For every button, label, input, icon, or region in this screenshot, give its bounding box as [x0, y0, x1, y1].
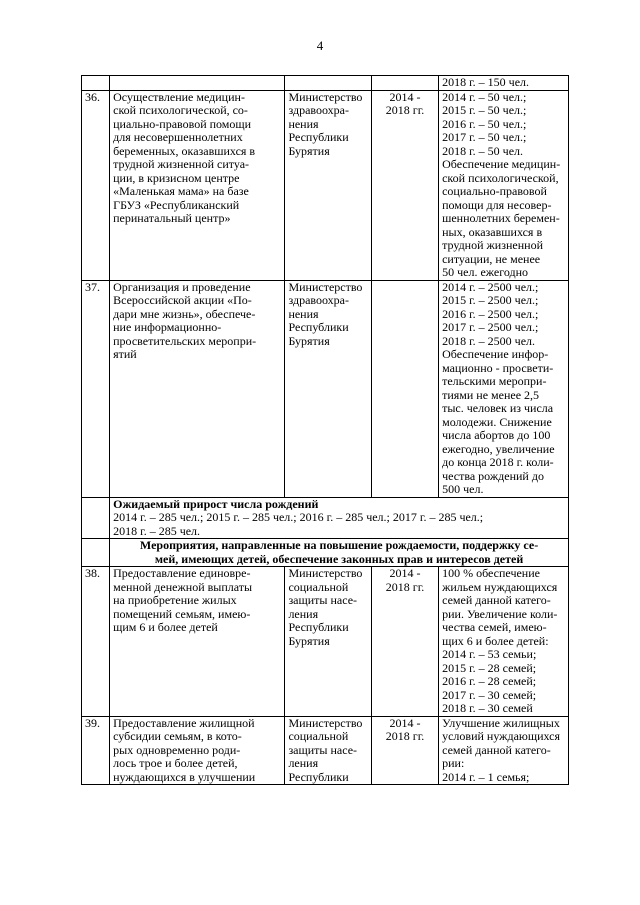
result-line: семей данной катего-	[442, 593, 551, 607]
section-header-row	[82, 539, 569, 567]
term-cell	[372, 280, 439, 497]
activity-line: помещений семьям, имею-	[113, 606, 251, 621]
activity-cell	[110, 90, 285, 280]
result-line: молодежи. Снижение	[442, 414, 552, 429]
result-line: условий нуждающихся	[442, 729, 561, 743]
executor-line: здравоохра-	[288, 293, 349, 307]
activity-line: лось трое и более детей,	[113, 756, 238, 770]
term-line: 2014 -	[389, 566, 421, 580]
activity-line: ние информационно-	[113, 320, 222, 334]
executor-line: Министерство	[288, 279, 363, 294]
table-row	[82, 90, 569, 280]
executor-cell	[285, 90, 372, 280]
activity-line: перинатальный центр»	[113, 211, 231, 225]
executor-line: Бурятия	[288, 333, 330, 348]
executor-line: ления	[288, 606, 319, 621]
table-row	[82, 280, 569, 497]
activity-line: беременных, оказавшихся в	[113, 143, 256, 158]
term-cell	[372, 567, 439, 717]
executor-cell	[285, 567, 372, 717]
num-cell	[82, 497, 110, 539]
executor-line: Министерство	[288, 89, 363, 104]
result-line: чества рождений до	[442, 468, 544, 483]
result-line: тельскими меропри-	[442, 374, 547, 388]
result-line: 2018 г. – 30 семей	[442, 701, 533, 715]
executor-cell	[285, 280, 372, 497]
result-line: мационно - просвети-	[442, 360, 554, 375]
result-line: ситуации, не менее	[442, 251, 541, 266]
activity-line: дари мне жизнь», обеспече-	[113, 306, 256, 321]
result-line: рии:	[442, 756, 465, 770]
activity-line: менной денежной выплаты	[113, 579, 253, 594]
result-line: 2015 г. – 50 чел.;	[442, 103, 527, 117]
term-line: 2014 -	[389, 89, 421, 104]
executor-line: ления	[288, 756, 319, 770]
activity-line: на приобретение жилых	[113, 593, 237, 607]
result-line: щих 6 и более детей:	[442, 633, 549, 648]
result-line: тыс. человек из числа	[442, 401, 554, 415]
measures-table	[81, 75, 569, 785]
executor-cell	[285, 716, 372, 785]
executor-line: Республики	[288, 130, 349, 144]
num-cell: 37.	[82, 280, 110, 497]
executor-cell	[285, 76, 372, 91]
result-line: Улучшение жилищных	[442, 715, 560, 730]
activity-cell	[110, 567, 285, 717]
num-cell: 38.	[82, 567, 110, 717]
num-cell: 36.	[82, 90, 110, 280]
term-line: 2018 гг.	[385, 103, 425, 117]
activity-line: циально-правовой помощи	[113, 116, 252, 131]
table-row	[82, 716, 569, 785]
result-line: ных, оказавшихся в	[442, 224, 543, 239]
activity-line: Предоставление единовре-	[113, 566, 251, 580]
result-line: социально-правовой	[442, 184, 547, 198]
executor-line: социальной	[288, 729, 349, 743]
executor-line: Республики	[288, 320, 349, 334]
result-line: жильем нуждающихся	[442, 579, 558, 594]
activity-cell	[110, 76, 285, 91]
result-line: 2015 г. – 2500 чел.;	[442, 293, 539, 307]
result-line: 2014 г. – 1 семья;	[442, 769, 530, 784]
executor-line: нения	[288, 116, 319, 131]
executor-line: Бурятия	[288, 633, 330, 648]
term-line: 2018 гг.	[385, 729, 425, 743]
result-line: числа абортов до 100	[442, 428, 551, 442]
result-cell	[439, 76, 569, 91]
activity-cell	[110, 716, 285, 785]
activity-line: субсидии семьям, в кото-	[113, 729, 242, 743]
result-line: 2017 г. – 50 чел.;	[442, 130, 527, 144]
activity-line: ятий	[113, 347, 137, 361]
result-cell	[439, 280, 569, 497]
term-cell	[372, 716, 439, 785]
result-line: 2018 г. – 150 чел.	[442, 75, 530, 89]
activity-line: ГБУЗ «Республиканский	[113, 197, 240, 212]
result-line: 2015 г. – 28 семей;	[442, 660, 537, 675]
summary-line: 2014 г. – 285 чел.; 2015 г. – 285 чел.; 2016 г. – 285 чел.; 2017 г. – 285 чел.;	[113, 510, 484, 524]
result-line: рии. Увеличение коли-	[442, 606, 558, 621]
page-number: 4	[316, 38, 324, 53]
result-cell	[439, 567, 569, 717]
result-line: чества семей, имею-	[442, 620, 547, 634]
executor-line: защиты насе-	[288, 593, 358, 607]
num-cell	[82, 539, 110, 567]
result-line: 2016 г. – 2500 чел.;	[442, 306, 539, 321]
result-line: до конца 2018 г. коли-	[442, 455, 554, 469]
summary-title: Ожидаемый прирост числа рождений	[113, 496, 319, 511]
num-cell	[82, 76, 110, 91]
activity-line: Всероссийской акции «По-	[113, 293, 252, 307]
result-line: 2018 г. – 50 чел.	[442, 143, 524, 158]
result-line: Обеспечение медицин-	[442, 157, 561, 171]
result-line: 500 чел.	[442, 482, 484, 496]
section-cell	[110, 539, 569, 567]
result-line: 2016 г. – 28 семей;	[442, 674, 537, 688]
executor-line: социальной	[288, 579, 349, 594]
table-row	[82, 567, 569, 717]
num-cell: 39.	[82, 716, 110, 785]
result-line: семей данной катего-	[442, 742, 551, 757]
result-line: 50 чел. ежегодно	[442, 265, 529, 279]
executor-line: Министерство	[288, 566, 363, 580]
result-line: 2016 г. – 50 чел.;	[442, 116, 527, 131]
term-cell	[372, 76, 439, 91]
activity-line: Осуществление медицин-	[113, 89, 245, 104]
executor-line: Министерство	[288, 715, 363, 730]
activity-line: Организация и проведение	[113, 279, 251, 294]
activity-line: щим 6 и более детей	[113, 620, 218, 634]
executor-line: Бурятия	[288, 143, 330, 158]
activity-line: ции, в кризисном центре	[113, 170, 240, 185]
result-line: помощи для несовер-	[442, 197, 552, 212]
activity-line: просветительских меропри-	[113, 333, 257, 348]
section-title-line: мей, имеющих детей, обеспечение законных прав и интересов детей	[154, 551, 524, 566]
executor-line: здравоохра-	[288, 103, 349, 117]
term-line: 2014 -	[389, 715, 421, 730]
term-line: 2018 гг.	[385, 579, 425, 594]
executor-line: нения	[288, 306, 319, 321]
result-line: тиями не менее 2,5	[442, 387, 540, 402]
result-line: 2017 г. – 30 семей;	[442, 687, 537, 702]
summary-row	[82, 497, 569, 539]
result-cell	[439, 90, 569, 280]
activity-line: рых одновременно роди-	[113, 742, 241, 757]
activity-line: трудной жизненной ситуа-	[113, 157, 250, 171]
result-cell	[439, 716, 569, 785]
result-line: трудной жизненной	[442, 238, 543, 252]
activity-line: нуждающихся в улучшении	[113, 769, 256, 784]
result-line: 2014 г. – 50 чел.;	[442, 89, 527, 104]
activity-cell	[110, 280, 285, 497]
summary-cell	[110, 497, 569, 539]
result-line: 2014 г. – 2500 чел.;	[442, 279, 539, 294]
activity-line: Предоставление жилищной	[113, 715, 255, 730]
activity-line: «Маленькая мама» на базе	[113, 184, 249, 198]
result-line: ской психологической,	[442, 170, 559, 185]
term-cell	[372, 90, 439, 280]
result-line: 2018 г. – 2500 чел.	[442, 333, 536, 348]
table-row	[82, 76, 569, 91]
result-line: 2014 г. – 53 семьи;	[442, 647, 537, 661]
activity-line: для несовершеннолетних	[113, 130, 243, 144]
result-line: 100 % обеспечение	[442, 566, 540, 580]
executor-line: Республики	[288, 769, 349, 784]
executor-line: Республики	[288, 620, 349, 634]
result-line: шеннолетних беремен-	[442, 211, 560, 225]
activity-line: ской психологической, со-	[113, 103, 248, 117]
summary-line: 2018 г. – 285 чел.	[113, 523, 201, 538]
result-line: Обеспечение инфор-	[442, 347, 549, 361]
result-line: ежегодно, увеличение	[442, 441, 555, 456]
executor-line: защиты насе-	[288, 742, 358, 757]
section-title-line: Мероприятия, направленные на повышение рождаемости, поддержку се-	[139, 538, 539, 552]
result-line: 2017 г. – 2500 чел.;	[442, 320, 539, 334]
